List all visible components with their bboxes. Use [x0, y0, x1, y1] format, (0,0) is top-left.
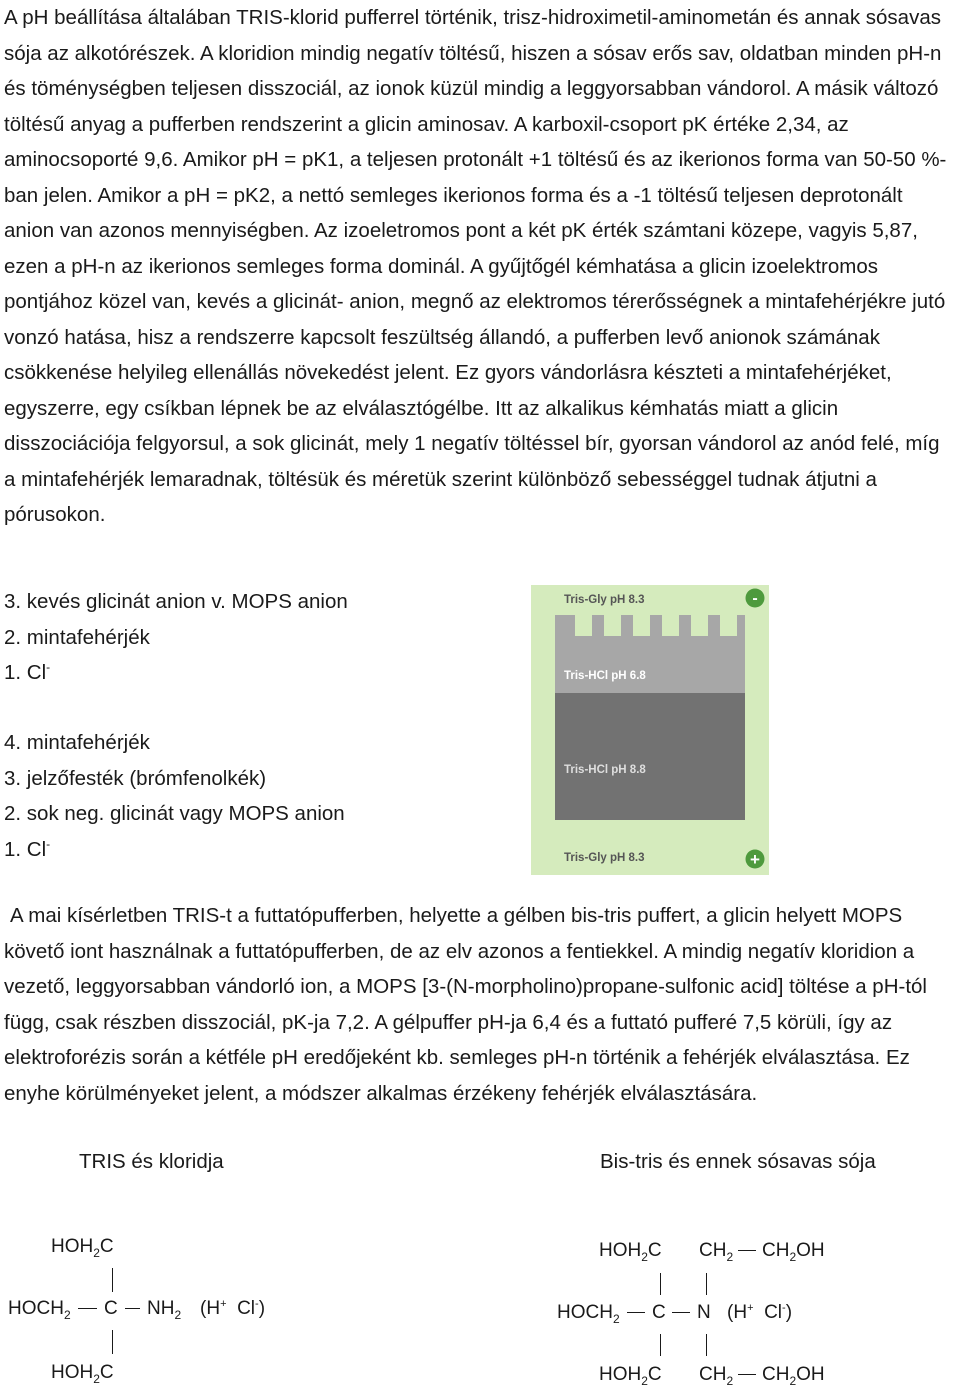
- top-buffer-label: Tris-Gly pH 8.3: [564, 594, 645, 606]
- bistris-top-right: $CH_2OH$: [762, 1240, 825, 1264]
- plus-icon: +: [750, 850, 760, 869]
- tris-salt: (H+ Cl-): [200, 1298, 266, 1319]
- resolving-gel: [555, 693, 745, 820]
- tris-amine-group: $NH_2$: [147, 1298, 182, 1322]
- bistris-bottom-left-group: $HOH_2C$: [599, 1364, 662, 1388]
- bistris-center-carbon: C: [652, 1302, 666, 1323]
- list-item: 2. mintafehérjék: [4, 625, 150, 649]
- resolving-gel-label: Tris-HCl pH 8.8: [564, 764, 646, 776]
- list-item: 3. jelzőfesték (brómfenolkék): [4, 766, 267, 790]
- bistris-salt: (H+ Cl-): [727, 1302, 793, 1323]
- bistris-bottom-mid: $CH_2$: [699, 1364, 734, 1388]
- list-item: 3. kevés glicinát anion v. MOPS anion: [4, 590, 348, 613]
- stacking-gel-label: Tris-HCl pH 6.8: [564, 670, 646, 682]
- minus-icon: -: [752, 590, 758, 607]
- tris-top-group: $HOH_2C$: [51, 1236, 114, 1260]
- tris-center-carbon: C: [104, 1298, 118, 1319]
- stacking-gel-list: [4, 584, 348, 691]
- mops-paragraph: A mai kísérletben TRIS-t a futtatópufferben, helyette a gélben bis-tris puffert, a glicin helyett MOPS követő iont használnak a futtatópufferben, de az elv azonos a fentiekkel. A mindig negatív kloridion a vezető, leggyorsabban vándorló ion, a MOPS [3-(N-morpholino)propane-sulfonic acid] töltése a pH-tól függ, csak részben disszociál, pK-ja 7,2. A gélpuffer pH-ja 6,4 és a futtató pufferé 7,5 körüli, így az elektroforézis során a kétféle pH eredőjeként kb. semleges pH-n történik a fehérjék elválasztása. Ez enyhe körülményeket jelent, a módszer alkalmas érzékeny fehérjék elválasztására.: [4, 904, 927, 1105]
- bistris-top-mid: $CH_2$: [699, 1240, 734, 1264]
- list-item: 4. mintafehérjék: [4, 731, 150, 754]
- list-item: 1. Cl-: [4, 660, 51, 684]
- gel-electrophoresis-diagram: [531, 585, 769, 875]
- list-item: 1. Cl-: [4, 836, 51, 861]
- tris-heading: TRIS és kloridja: [79, 1150, 224, 1173]
- resolving-gel-list: [4, 725, 345, 867]
- list-item: 2. sok neg. glicinát vagy MOPS anion: [4, 802, 345, 825]
- intro-paragraph: A pH beállítása általában TRIS-klorid pufferrel történik, trisz-hidroximetil-aminometán és annak sósavas sója az alkotórészek. A kloridion mindig negatív töltésű, hiszen a sósav erős sav, oldatban minden pH-n és töménységben teljesen disszociál, az ionok küzül mindig a leggyorsabban vándorol. A másik változó töltésű anyag a pufferben rendszerint a glicin aminosav. A karboxil-csoport pK értéke 2,34, az aminocsoporté 9,6. Amikor pH = pK1, a teljesen protonált +1 töltésű és az ikerionos forma van 50-50 %-ban jelen. Amikor a pH = pK2, a nettó semleges ikerionos forma és a -1 töltésű teljesen deprotonált anion van azonos mennyiségben. Az izoeletromos pont a két pK érték számtani közepe, vagyis 5,87, ezen a pH-n az ikerionos semleges forma dominál. A gyűjtőgél kémhatása a glicin izoelektromos pontjához közel van, kevés a glicinát- anion, megnő az elektromos térerősségnek a mintafehérjékre jutó vonzó hatása, hisz a rendszerre kapcsolt feszültség állandó, a pufferben levő anionok számának csökkenése helyileg ellenállás növekedést jelent. Ez gyors vándorlásra készteti a mintafehérjéket, egyszerre, egy csíkban lépnek be az elválasztógélbe. Itt az alkalikus kémhatás miatt a glicin disszociációja felgyorsul, a sok glicinát, mely 1 negatív töltéssel bír, gyorsan vándorol az anód felé, míg a mintafehérjék lemaradnak, töltésük és méretük szerint különböző sebességgel tudnak átjutni a pórusokon.: [4, 6, 947, 526]
- bottom-buffer-label: Tris-Gly pH 8.3: [564, 852, 645, 864]
- bistris-heading: Bis-tris és ennek sósavas sója: [600, 1150, 876, 1173]
- bistris-nitrogen: N: [697, 1302, 711, 1323]
- bistris-bottom-right: $CH_2OH$: [762, 1364, 825, 1388]
- bistris-left-group: $HOCH_2$: [557, 1302, 620, 1326]
- tris-bottom-group: $HOH_2C$: [51, 1362, 114, 1386]
- tris-left-group: $HOCH_2$: [8, 1298, 71, 1322]
- bistris-top-left-group: $HOH_2C$: [599, 1240, 662, 1264]
